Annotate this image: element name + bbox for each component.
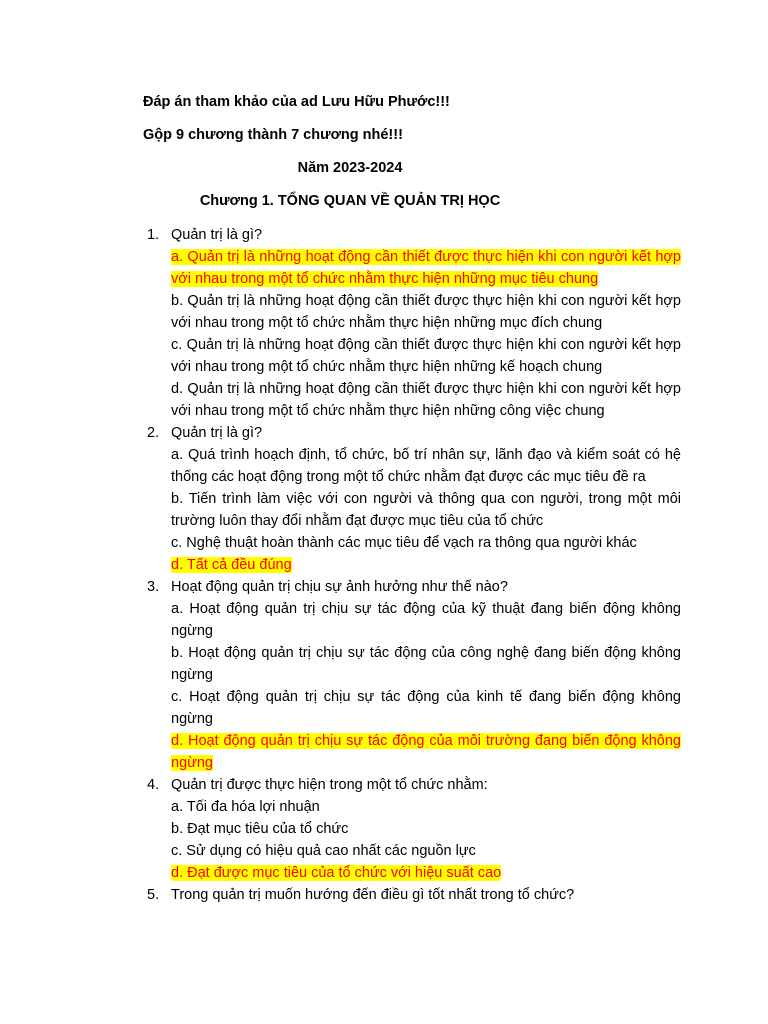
question-number: 4. [147, 777, 160, 793]
answer-option: b. Hoạt động quản trị chịu sự tác động của công nghệ đang biến động không ngừng [171, 645, 681, 683]
answer-option-correct [171, 730, 681, 774]
question-text: Quản trị là gì? [171, 425, 263, 441]
question-list [143, 224, 681, 906]
answer-option: a. Hoạt động quản trị chịu sự tác động của kỹ thuật đang biến động không ngừng [171, 601, 681, 639]
answer-highlight: a. Quản trị là những hoạt động cần thiết được thực hiện khi con người kết hợp với nhau trong một tổ chức nhằm thực hiện những mục tiêu chung [171, 249, 681, 287]
question-number: 3. [147, 579, 160, 595]
answer-option-correct [171, 554, 681, 576]
answer-option: c. Sử dụng có hiệu quả cao nhất các nguồn lực [171, 843, 476, 859]
question-item [143, 576, 681, 774]
answer-highlight: d. Đạt được mục tiêu của tổ chức với hiệu suất cao [171, 865, 502, 881]
chapter-title: Chương 1. TỔNG QUAN VỀ QUẢN TRỊ HỌC [199, 193, 501, 209]
answer-option: b. Tiến trình làm việc với con người và thông qua con người, trong một môi trường luôn thay đổi nhằm đạt được mục tiêu của tổ chức [171, 491, 681, 529]
answer-option: c. Hoạt động quản trị chịu sự tác động của kinh tế đang biến động không ngừng [171, 689, 681, 727]
question-text: Quản trị là gì? [171, 227, 263, 243]
answer-highlight: d. Hoạt động quản trị chịu sự tác động của môi trường đang biến động không ngừng [171, 733, 681, 771]
question-text: Hoạt động quản trị chịu sự ảnh hưởng như thế nào? [171, 579, 508, 595]
document-note-author: Đáp án tham khảo của ad Lưu Hữu Phước!!! [143, 94, 450, 110]
question-number: 2. [147, 425, 160, 441]
question-item [143, 224, 681, 422]
question-number: 5. [147, 887, 160, 903]
question-item [143, 884, 681, 906]
question-item [143, 774, 681, 884]
question-number: 1. [147, 227, 160, 243]
answer-option-correct [171, 862, 681, 884]
answer-option: b. Đạt mục tiêu của tổ chức [171, 821, 349, 837]
question-text: Quản trị được thực hiện trong một tổ chức nhằm: [171, 777, 488, 793]
document-note-merge: Gộp 9 chương thành 7 chương nhé!!! [143, 127, 403, 143]
answer-option: d. Quản trị là những hoạt động cần thiết được thực hiện khi con người kết hợp với nhau trong một tổ chức nhằm thực hiện những công việc chung [171, 381, 681, 419]
document-year: Năm 2023-2024 [297, 160, 403, 176]
answer-option: c. Quản trị là những hoạt động cần thiết được thực hiện khi con người kết hợp với nhau trong một tổ chức nhằm thực hiện những kế hoạch chung [171, 337, 681, 375]
answer-highlight: d. Tất cả đều đúng [171, 557, 292, 573]
question-item [143, 422, 681, 576]
answer-option: c. Nghệ thuật hoàn thành các mục tiêu để vạch ra thông qua người khác [171, 535, 637, 551]
answer-option: a. Tối đa hóa lợi nhuận [171, 799, 320, 815]
answer-option-correct [171, 246, 681, 290]
answer-option: b. Quản trị là những hoạt động cần thiết được thực hiện khi con người kết hợp với nhau trong một tổ chức nhằm thực hiện những mục đích chung [171, 293, 681, 331]
answer-option: a. Quá trình hoạch định, tổ chức, bố trí nhân sự, lãnh đạo và kiểm soát có hệ thống các hoạt động trong một tổ chức nhằm đạt được các mục tiêu đề ra [171, 447, 681, 485]
question-text: Trong quản trị muốn hướng đến điều gì tốt nhất trong tổ chức? [171, 887, 575, 903]
